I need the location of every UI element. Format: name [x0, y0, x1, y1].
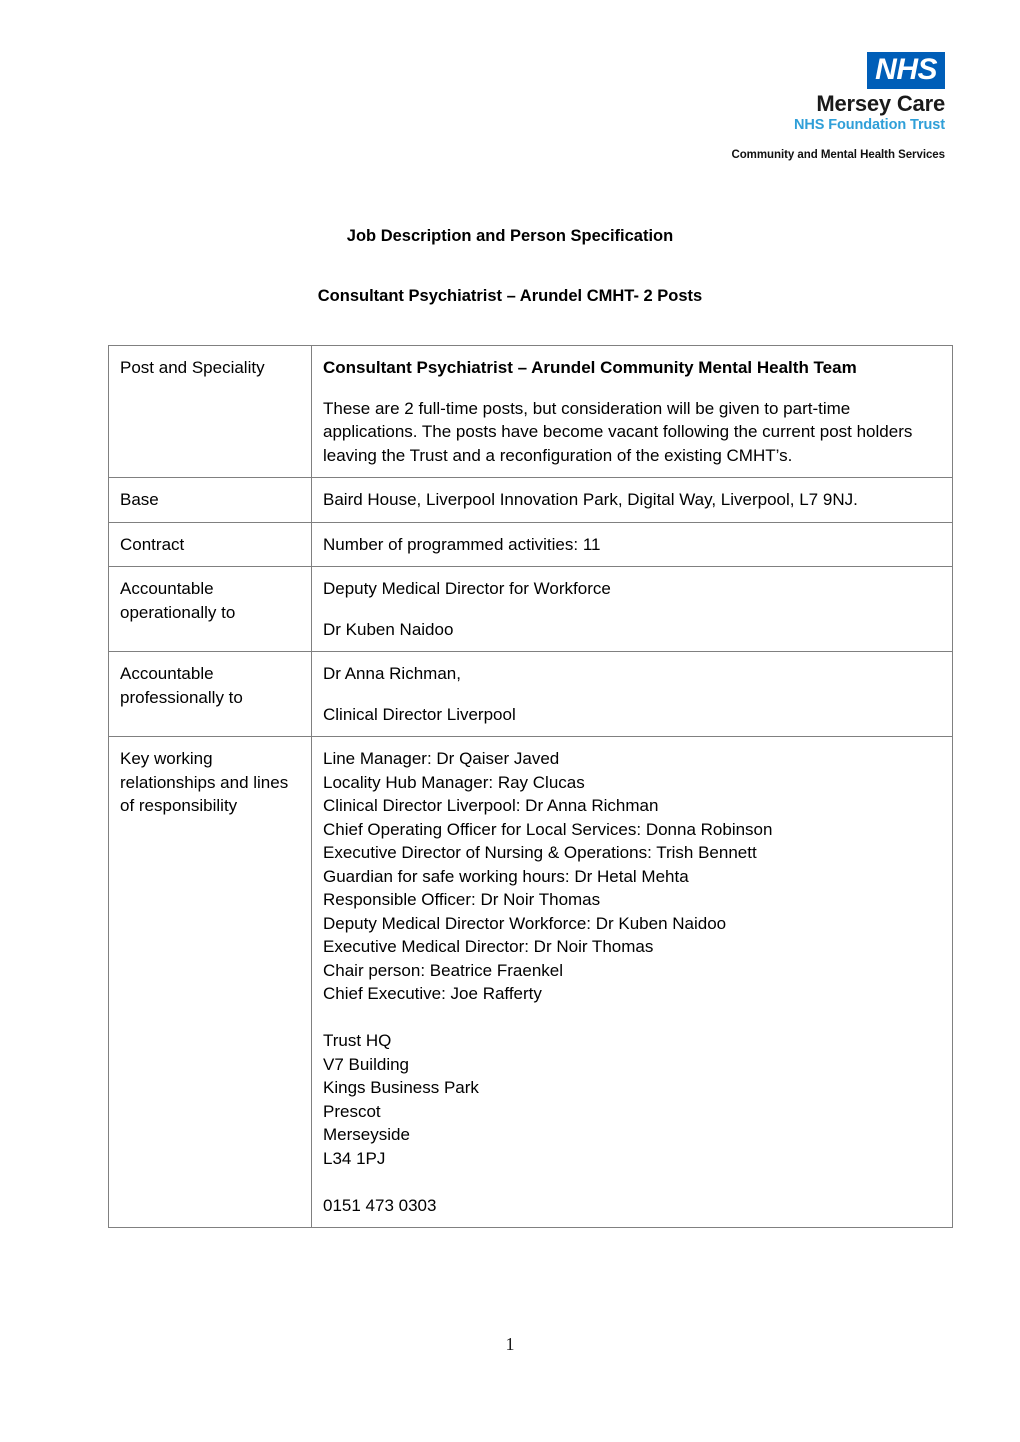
cell-line: 0151 473 0303: [323, 1195, 437, 1215]
cell-line: Merseyside: [323, 1125, 410, 1144]
row-label: Base: [109, 478, 312, 523]
row-label: Post and Speciality: [109, 346, 312, 478]
row-value: [312, 737, 953, 1228]
table-row: [109, 652, 953, 737]
table-row: [109, 737, 953, 1228]
cell-line-list: [323, 747, 943, 1217]
table-row: [109, 522, 953, 567]
table-row: [109, 567, 953, 652]
nhs-logo-icon: NHS: [867, 52, 945, 89]
cell-line: Kings Business Park: [323, 1078, 479, 1097]
cell-line: Locality Hub Manager: Ray Clucas: [323, 772, 585, 792]
cell-paragraph: Baird House, Liverpool Innovation Park, Digital Way, Liverpool, L7 9NJ.: [323, 490, 858, 509]
org-strapline: Community and Mental Health Services: [731, 149, 945, 161]
row-label: Contract: [109, 522, 312, 567]
row-label: Key working relationships and lines of responsibility: [109, 737, 312, 1228]
spacer: [323, 1170, 943, 1194]
org-name: Mersey Care: [816, 91, 945, 116]
cell-paragraph: These are 2 full-time posts, but consideration will be given to part-time applications. The posts have become vacant following the current post holders leaving the Trust and a reconfiguration of the existing CMHT’s.: [323, 398, 913, 465]
row-value: [312, 652, 953, 737]
page-title: Job Description and Person Specification: [346, 227, 674, 245]
job-spec-table-body: [109, 346, 953, 1228]
row-label: Accountable professionally to: [109, 652, 312, 737]
cell-line: Executive Medical Director: Dr Noir Thomas: [323, 937, 654, 956]
org-type: NHS Foundation Trust: [793, 117, 945, 133]
page-number: 1: [505, 1334, 515, 1354]
page-subtitle: Consultant Psychiatrist – Arundel CMHT- 2 Posts: [317, 287, 703, 305]
row-value: [312, 346, 953, 478]
cell-paragraph: Dr Anna Richman,: [323, 664, 461, 683]
spacer: [323, 1006, 943, 1030]
table-row: [109, 478, 953, 523]
row-value: [312, 478, 953, 523]
cell-line: Trust HQ: [323, 1031, 392, 1050]
cell-line: V7 Building: [323, 1054, 410, 1074]
cell-line: Chief Operating Officer for Local Services: Donna Robinson: [323, 819, 773, 839]
row-label: Accountable operationally to: [109, 567, 312, 652]
table-row: [109, 346, 953, 478]
cell-paragraph: Number of programmed activities: 11: [323, 534, 601, 554]
row-value: [312, 567, 953, 652]
cell-line: Deputy Medical Director Workforce: Dr Kuben Naidoo: [323, 913, 727, 933]
cell-line: Chief Executive: Joe Rafferty: [323, 984, 542, 1003]
cell-line: Prescot: [323, 1101, 381, 1121]
cell-paragraph: Consultant Psychiatrist – Arundel Community Mental Health Team: [323, 358, 857, 377]
cell-paragraph: Clinical Director Liverpool: [323, 704, 516, 724]
row-value: [312, 522, 953, 567]
cell-line: Clinical Director Liverpool: Dr Anna Richman: [323, 796, 659, 815]
cell-line: Guardian for safe working hours: Dr Hetal Mehta: [323, 866, 689, 886]
cell-line: Executive Director of Nursing & Operations: Trish Bennett: [323, 843, 757, 862]
cell-line: Line Manager: Dr Qaiser Javed: [323, 749, 560, 768]
cell-line: L34 1PJ: [323, 1148, 386, 1168]
cell-paragraph: Deputy Medical Director for Workforce: [323, 579, 611, 598]
cell-paragraph: Dr Kuben Naidoo: [323, 619, 454, 639]
cell-line: Chair person: Beatrice Fraenkel: [323, 960, 564, 980]
trust-logo: [730, 52, 945, 162]
cell-line: Responsible Officer: Dr Noir Thomas: [323, 890, 601, 909]
job-spec-table: [108, 345, 953, 1228]
